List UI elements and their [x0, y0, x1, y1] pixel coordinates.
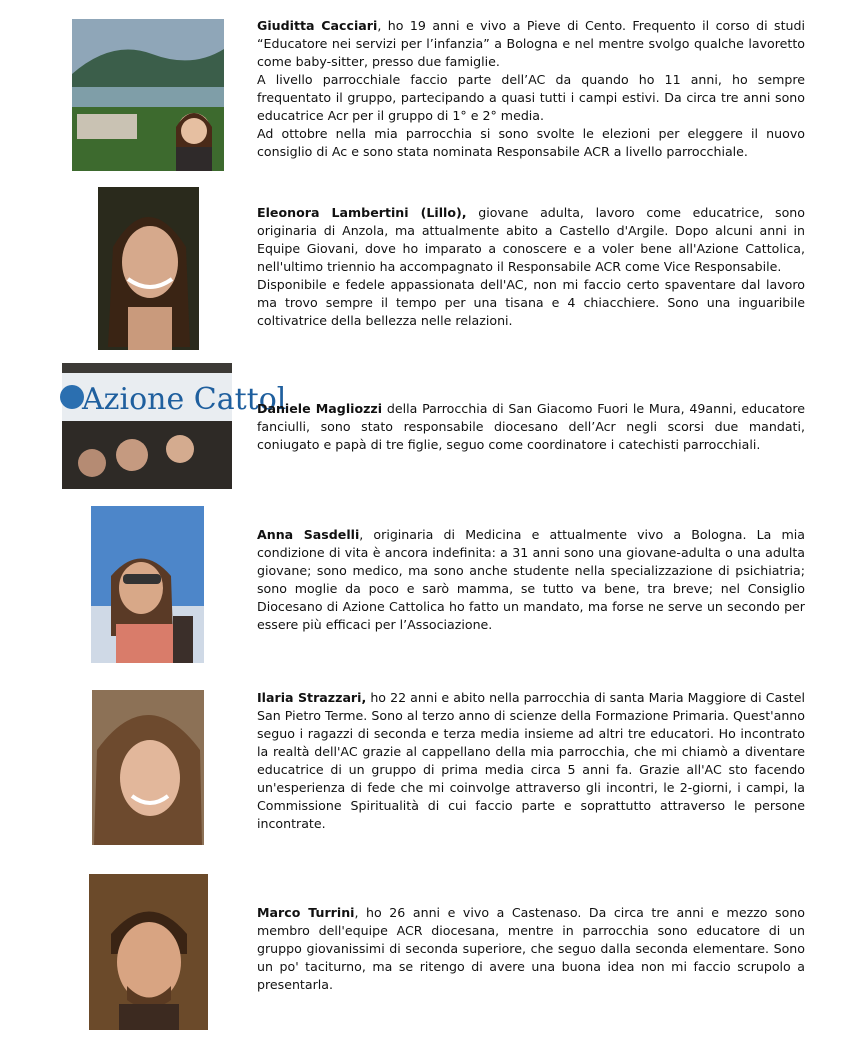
name-daniele: Daniele Magliozzi	[257, 401, 383, 416]
bio-anna: Anna Sasdelli, originaria di Medicina e attualmente vivo a Bologna. La mia condizione di vita è ancora indefinita: a 31 anni sono una giovane-adulta o una adulta giovane; sono medico, ma sono anche studente nella specializzazione di psichiatria; sono moglie da poco e sarò mamma, se tutto va bene, tra breve; nel Consiglio Diocesano di Azione Cattolica ho fatto un mandato, ma forse ne serve un secondo per essere più efficaci per l’Associazione.	[257, 527, 805, 632]
bio-marco: Marco Turrini, ho 26 anni e vivo a Castenaso. Da circa tre anni e mezzo sono membro dell'equipe ACR diocesana, mentre in parrocchia sono educatore di un gruppo giovanissimi di seconda superiore, che seguo dalla seconda elementare. Sono un po' taciturno, ma se ritengo di avere una buona idea non mi faccio scrupolo a presentarla.	[257, 905, 806, 992]
photo-ilaria	[92, 690, 204, 845]
bio-ilaria: Ilaria Strazzari, ho 22 anni e abito nella parrocchia di santa Maria Maggiore di Castel San Pietro Terme. Sono al terzo anno di scienze della Formazione Primaria. Quest'anno seguo i ragazzi di seconda e terza media insieme ad altri tre educatori. Ho incontrato la realtà dell'AC grazie al cappellano della mia parrocchia, che mi chiamò a diventare educatrice di un gruppo di prima media circa 5 anni fa. Grazie all'AC sto facendo un'esperienza di fede che mi coinvolge attraverso gli incontri, le 2-giorni, i campi, la Commissione Spiritualità di cui faccio parte e soprattutto attraverso le persone incontrate.	[257, 690, 805, 831]
name-anna: Anna Sasdelli	[257, 527, 360, 542]
banner-text: Azione Cattol	[82, 382, 287, 417]
photo-daniele	[62, 363, 287, 489]
name-marco: Marco Turrini	[257, 905, 355, 920]
name-giuditta: Giuditta Cacciari	[257, 18, 378, 33]
bio-daniele: Daniele Magliozzi della Parrocchia di San Giacomo Fuori le Mura, 49anni, educatore fanciulli, sono stato responsabile diocesano dell’Acr negli scorsi due mandati, coniugato e papà di tre figlie, seguo come coordinatore i catechisti parrocchiali.	[257, 401, 806, 452]
photo-marco	[89, 874, 208, 1030]
bio-eleonora: Eleonora Lambertini (Lillo), giovane adulta, lavoro come educatrice, sono originaria di Anzola, ma attualmente abito a Castello d'Argile. Dopo alcuni anni in Equipe Giovani, dove ho imparato a conoscere e a voler bene all'Azione Cattolica, nell'ultimo triennio ha accompagnato il Responsabile ACR come Vice Responsabile. Disponibile e fedele appassionata dell'AC, non mi faccio certo spaventare dal lavoro ma trovo sempre il tempo per una tisana e 4 chiacchiere. Sono una inguaribile coltivatrice della bellezza nelle relazioni.	[257, 205, 805, 328]
name-eleonora: Eleonora Lambertini (Lillo),	[257, 205, 467, 220]
photo-eleonora	[98, 187, 199, 350]
bio-giuditta: Giuditta Cacciari, ho 19 anni e vivo a Pieve di Cento. Frequento il corso di studi “Educatore nei servizi per l’infanzia” a Bologna e nel mentre svolgo qualche lavoretto come baby-sitter, presso due famiglie. A livello parrocchiale faccio parte dell’AC da quando ho 11 anni, ho sempre frequentato il gruppo, partecipando a quasi tutti i campi estivi. Da circa tre anni sono educatrice Acr per il gruppo di 1° e 2° media. Ad ottobre nella mia parrocchia si sono svolte le elezioni per eleggere il nuovo consiglio di Ac e sono stata nominata Responsabile ACR a livello parrocchiale.	[257, 18, 805, 159]
name-ilaria: Ilaria Strazzari,	[257, 690, 367, 705]
photo-giuditta	[72, 19, 224, 171]
photo-anna	[91, 506, 204, 663]
